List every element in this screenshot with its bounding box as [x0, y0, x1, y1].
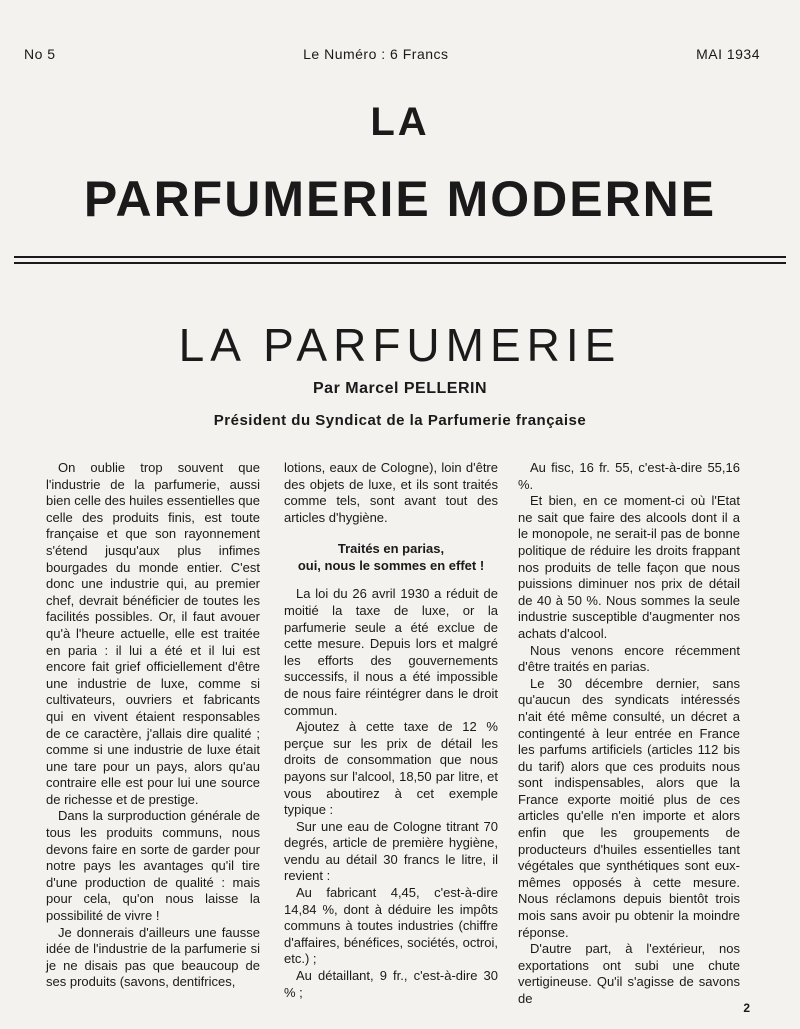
issue-price: Le Numéro : 6 Francs — [303, 46, 449, 62]
paragraph: Le 30 décembre dernier, sans qu'aucun des syndicats intéressés n'ait été même consulté, un décret a contingenté à leur entrée en France les parfums artificiels (articles 112 bis du tarif) alors que ces produits nous sont indispensables, alors que la France exporte moitié plus de ces articles qu'elle n'en importe et alors enfin que les groupements de producteurs d'huiles essentielles tant végétales que synthétiques sont eux-mêmes opposés à cette mesure. Nous réclamons depuis bientôt trois mois sans avoir pu obtenir la moindre réponse. — [518, 675, 740, 940]
paragraph: lotions, eaux de Cologne), loin d'être des objets de luxe, et ils sont traités comme tels, sont avant tout des articles d'hygiène. — [284, 460, 498, 525]
paragraph: Je donnerais d'ailleurs une fausse idée de l'industrie de la parfumerie si je ne disais pas que beaucoup de ses produits (savons, dentifrices, — [46, 924, 260, 990]
paragraph: Et bien, en ce moment-ci où l'Etat ne sait que faire des alcools dont il a le monopole, ne serait-il pas de bonne politique de réduire les droits frappant nos produits de telle façon que nous puissions diminuer nos prix de détail de 40 à 50 %. Nous sommes la seule industrie susceptible d'augmenter nos achats d'alcool. — [518, 493, 740, 641]
page-number: 2 — [743, 1001, 750, 1015]
article-title: LA PARFUMERIE — [178, 319, 622, 371]
issue-number: No 5 — [24, 46, 56, 62]
column-3 — [518, 460, 740, 1008]
masthead-line-2: PARFUMERIE MODERNE — [83, 171, 717, 227]
subheading-line-1: Traités en parias, — [337, 541, 445, 557]
paragraph: Au détaillant, 9 fr., c'est-à-dire 30 % ; — [284, 968, 498, 1000]
paragraph: Dans la surproduction générale de tous les produits communs, nous devons faire en sorte de garder pour notre pays les avantages qu'il tire d'une production de qualité : mais pour cela, qu'on nous laisse la possibilité de vivre ! — [46, 808, 260, 924]
page-header — [24, 46, 760, 62]
paragraph: Au fisc, 16 fr. 55, c'est-à-dire 55,16 %. — [518, 460, 740, 492]
column-1 — [46, 460, 260, 991]
section-subheading — [284, 540, 498, 574]
divider-bottom — [14, 262, 786, 264]
paragraph: Ajoutez à cette taxe de 12 % perçue sur les prix de détail les droits de consommation que nous payons sur l'alcool, 18,50 par litre, et vous aboutirez à cet exemple typique : — [284, 719, 498, 818]
author-role: Président du Syndicat de la Parfumerie française — [213, 412, 587, 429]
paragraph: La loi du 26 avril 1930 a réduit de moitié la taxe de luxe, or la parfumerie seule a été exclue de cette mesure. Depuis lors et malgré les efforts des gouvernements successifs, il nous a été impossible de nous faire réintégrer dans le droit commun. — [284, 586, 498, 718]
masthead-line-1: LA — [370, 100, 430, 144]
paragraph: On oublie trop souvent que l'industrie de la parfumerie, aussi bien celle des huiles essentielles que celle des produits finis, est toute française et que son rayonnement s'étend jusqu'aux plus infimes bourgades du monde entier. C'est donc une industrie qui, au premier chef, devrait bénéficier de toutes les facilités possibles. Or, il faut avouer qu'à l'heure actuelle, elle est traitée en paria : il lui a été et il lui est encore fait grief officiellement d'être une industrie de luxe, comme si cultivateurs, ouvriers et fabricants qui en vivent étaient responsables de ce caractère, j'allais dire qualité ; comme si une industrie de luxe était une tare pour un pays, alors qu'au contraire elle est pour lui une source de richesse et de prestige. — [46, 460, 260, 807]
subheading-line-2: oui, nous le sommes en effet ! — [297, 558, 485, 574]
paragraph: D'autre part, à l'extérieur, nos exportations ont subi une chute vertigineuse. Qu'il s'agisse de savons de — [518, 941, 740, 1006]
article-byline: Par Marcel PELLERIN — [313, 380, 487, 397]
divider-top — [14, 256, 786, 258]
column-2 — [284, 460, 498, 1001]
issue-date: MAI 1934 — [696, 46, 760, 62]
paragraph: Sur une eau de Cologne titrant 70 degrés, article de première hygiène, vendu au détail 30 francs le litre, il revient : — [284, 818, 498, 884]
paragraph: Au fabricant 4,45, c'est-à-dire 14,84 %, dont à déduire les impôts communs à toutes industries (chiffre d'affaires, bénéfices, sociétés, octroi, etc.) ; — [284, 885, 498, 967]
paragraph: Nous venons encore récemment d'être traités en parias. — [518, 642, 740, 675]
